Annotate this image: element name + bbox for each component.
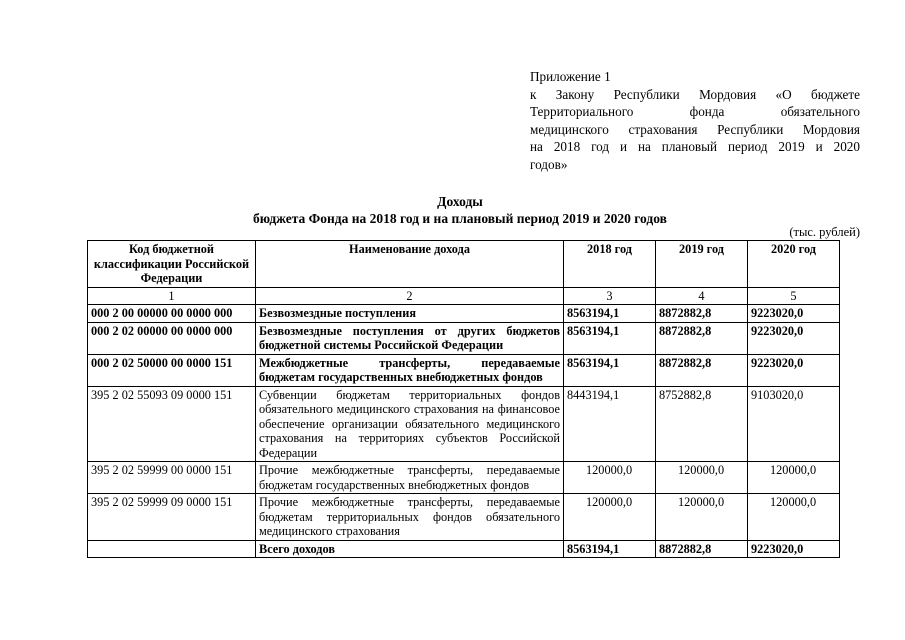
annex-line: Приложение 1	[530, 69, 611, 84]
name-cell: Безвозмездные поступления	[256, 305, 564, 323]
name-cell: Субвенции бюджетам территориальных фондов обязательного медицинского страхования на финансовое обеспечение организации обязательного медицинского страхования на территориях субъектов Российской Федерации	[256, 386, 564, 462]
value-2019: 8872882,8	[656, 322, 748, 354]
table-row	[88, 386, 840, 462]
units-note: (тыс. рублей)	[789, 225, 860, 239]
index-cell: 5	[748, 287, 840, 305]
value-2018: 120000,0	[564, 494, 656, 541]
code-cell: 000 2 02 00000 00 0000 000	[88, 322, 256, 354]
annex-line: на 2018 год и на плановый период 2019 и 2020	[530, 139, 860, 155]
code-cell: 395 2 02 55093 09 0000 151	[88, 386, 256, 462]
annex-line: Территориального фонда обязательного	[530, 104, 860, 120]
income-table	[87, 240, 840, 558]
table-row	[88, 494, 840, 541]
value-2019: 8872882,8	[656, 305, 748, 323]
name-cell: Безвозмездные поступления от других бюджетов бюджетной системы Российской Федерации	[256, 322, 564, 354]
annex-line: к Закону Республики Мордовия «О бюджете	[530, 86, 860, 102]
annex-block	[530, 68, 860, 174]
value-2020: 9223020,0	[748, 322, 840, 354]
value-2018: 8563194,1	[564, 354, 656, 386]
table-row	[88, 322, 840, 354]
code-cell: 395 2 02 59999 00 0000 151	[88, 462, 256, 494]
index-cell: 2	[256, 287, 564, 305]
index-row	[88, 287, 840, 305]
value-2018: 8563194,1	[564, 305, 656, 323]
name-cell: Прочие межбюджетные трансферты, передаваемые бюджетам государственных внебюджетных фондов	[256, 462, 564, 494]
code-cell	[88, 540, 256, 558]
table-row	[88, 305, 840, 323]
total-row	[88, 540, 840, 558]
table-row	[88, 354, 840, 386]
header-code: Код бюджетной классификации Российской Федерации	[88, 241, 256, 288]
total-2020: 9223020,0	[748, 540, 840, 558]
name-cell: Прочие межбюджетные трансферты, передаваемые бюджетам территориальных фондов обязательного медицинского страхования	[256, 494, 564, 541]
value-2020: 9223020,0	[748, 305, 840, 323]
total-label: Всего доходов	[256, 540, 564, 558]
value-2020: 120000,0	[748, 462, 840, 494]
header-2018: 2018 год	[564, 241, 656, 288]
index-cell: 4	[656, 287, 748, 305]
value-2020: 120000,0	[748, 494, 840, 541]
table-row	[88, 462, 840, 494]
value-2018: 120000,0	[564, 462, 656, 494]
title-line-1: Доходы	[437, 194, 483, 209]
value-2020: 9223020,0	[748, 354, 840, 386]
index-cell: 3	[564, 287, 656, 305]
annex-line: годов»	[530, 156, 568, 172]
index-cell: 1	[88, 287, 256, 305]
document-title	[180, 193, 740, 227]
header-2019: 2019 год	[656, 241, 748, 288]
code-cell: 000 2 02 50000 00 0000 151	[88, 354, 256, 386]
value-2018: 8563194,1	[564, 322, 656, 354]
value-2018: 8443194,1	[564, 386, 656, 462]
total-2019: 8872882,8	[656, 540, 748, 558]
value-2020: 9103020,0	[748, 386, 840, 462]
header-2020: 2020 год	[748, 241, 840, 288]
code-cell: 395 2 02 59999 09 0000 151	[88, 494, 256, 541]
header-row	[88, 241, 840, 288]
value-2019: 120000,0	[656, 462, 748, 494]
value-2019: 8752882,8	[656, 386, 748, 462]
name-cell: Межбюджетные трансферты, передаваемые бюджетам государственных внебюджетных фондов	[256, 354, 564, 386]
value-2019: 8872882,8	[656, 354, 748, 386]
header-name: Наименование дохода	[256, 241, 564, 288]
code-cell: 000 2 00 00000 00 0000 000	[88, 305, 256, 323]
annex-line: медицинского страхования Республики Мордовия	[530, 121, 860, 137]
total-2018: 8563194,1	[564, 540, 656, 558]
value-2019: 120000,0	[656, 494, 748, 541]
title-line-2: бюджета Фонда на 2018 год и на плановый период 2019 и 2020 годов	[253, 211, 667, 226]
